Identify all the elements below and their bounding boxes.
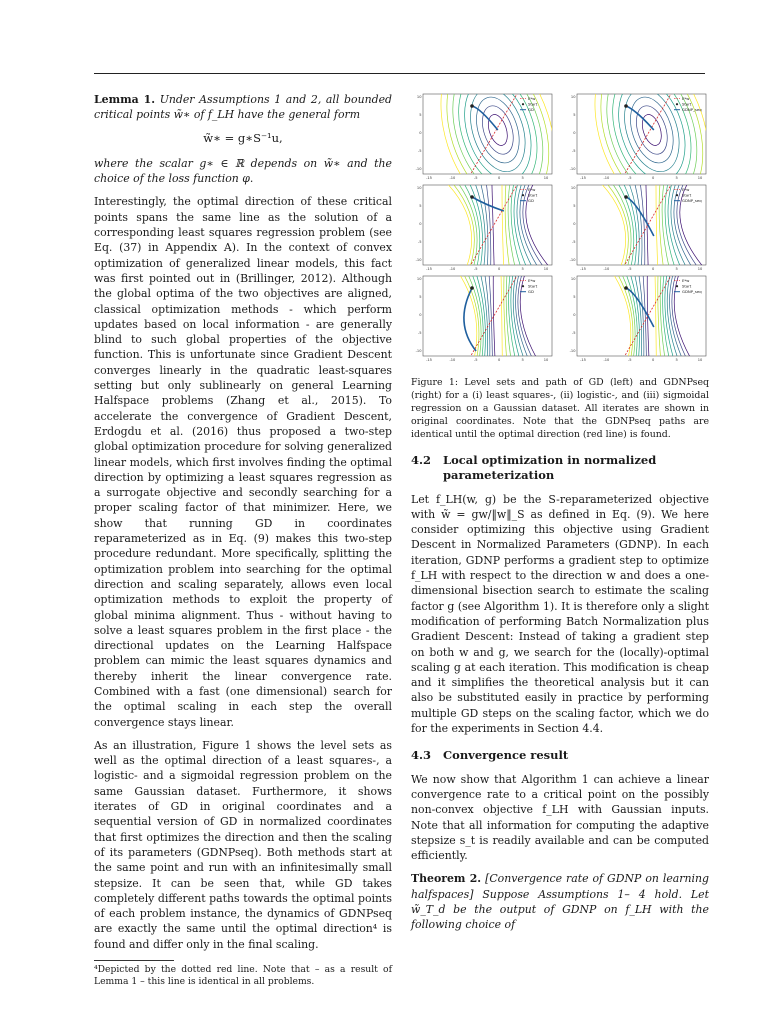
x-tick-label: 10 [543,267,549,271]
plot-panel [570,271,706,362]
x-tick-label: -15 [580,176,586,180]
y-tick-label: 10 [570,277,576,281]
x-tick-label: -15 [426,176,432,180]
x-tick-label: -5 [474,176,478,180]
x-tick-label: -15 [580,267,586,271]
y-tick-label: 0 [573,222,576,226]
plot-panel [416,180,552,271]
legend-label: GDNP_seq [682,198,702,203]
right-column [411,92,709,941]
figure-caption: Figure 1: Level sets and path of GD (left) and GDNPseq (right) for a (i) least squares-, (ii) logistic-, and (iii) sigmoidal regression on a Gaussian dataset. All iterates are shown in original coordinates. Note that the GDNPseq paths are identical until the optimal direction (red line) is found. [411,377,709,440]
y-tick-label: -10 [415,258,422,262]
legend-swatch [676,194,678,196]
x-tick-label: -10 [449,267,456,271]
y-tick-label: 10 [416,95,422,99]
start-point [470,195,474,199]
plot-panel [570,180,706,271]
footnote: ⁴Depicted by the dotted red line. Note that – as a result of Lemma 1 – this line is identical in all problems. [94,964,392,988]
legend-swatch [676,103,678,105]
y-tick-label: 5 [573,113,576,117]
legend-swatch [522,103,524,105]
figure-1 [411,92,709,364]
y-tick-label: 10 [570,186,576,190]
legend-swatch [522,285,524,287]
legend-label: E*w [682,187,690,192]
legend-label: Start [682,283,692,289]
y-tick-label: -10 [569,167,576,171]
x-tick-label: 5 [521,267,524,271]
y-tick-label: -10 [415,167,422,171]
y-tick-label: -5 [571,149,576,153]
x-tick-label: -5 [474,358,478,362]
top-rule [94,73,705,74]
legend-label: E*w [682,278,690,283]
x-tick-label: -5 [628,176,632,180]
y-tick-label: 5 [419,295,422,299]
section-title: Convergence result [443,748,569,763]
legend-label: GD [528,107,534,112]
section-title: Local optimization in normalized parameterization [443,453,657,483]
x-tick-label: 10 [543,176,549,180]
start-point [624,195,628,199]
footnote-rule [94,960,174,961]
x-tick-label: 10 [697,176,703,180]
x-tick-label: 10 [543,358,549,362]
legend-label: Start [528,192,538,198]
section-4-3-heading [411,748,709,763]
legend-swatch [676,285,678,287]
theorem-label: Theorem 2. [411,872,482,886]
figure-1-plots [411,92,709,364]
y-tick-label: 10 [570,95,576,99]
x-tick-label: 5 [521,176,524,180]
y-tick-label: -10 [569,258,576,262]
y-tick-label: 5 [573,204,576,208]
x-tick-label: -15 [426,267,432,271]
legend-label: E*w [682,96,690,101]
paragraph-critical-points: Interestingly, the optimal direction of these critical points spans the same line as the solution of a corresponding least squares regression problem (see Eq. (37) in Appendix A). In the context of convex optimization of generalized linear models, this fact was first pointed out in (Brillinger, 2012). Although the global optima of the two objectives are aligned, classical optimization methods - which perform updates based on local information - are generally blind to such global properties of the objective function. This is unfortunate since Gradient Descent converges linearly in the quadratic least-squares setting but only sublinearly on general Learning Halfspace problems (Zhang et al., 2015). To accelerate the convergence of Gradient Descent, Erdogdu et al. (2016) thus proposed a two-step global optimization procedure for solving generalized linear models, which first involves finding the optimal direction by optimizing a least squares regression as a surrogate objective and secondly searching for a proper scaling factor of that minimizer. Here, we show that running GD in coordinates reparameterized as in Eq. (9) makes this two-step procedure redundant. More specifically, splitting the optimization problem into searching for the optimal direction and scaling separately, allows even local optimization methods to exploit the property of global minima alignment. Thus - without having to solve a least squares problem in the first place - the directional updates on the Learning Halfspace problem can mimic the least squares dynamics and thereby inherit the linear convergence rate. Combined with a fast (one dimensional) search for the optimal scaling in each step the overall convergence stays linear. [94,195,392,729]
y-tick-label: -10 [569,349,576,353]
section-number: 4.3 [411,748,432,763]
legend-label: E*w [528,187,536,192]
legend-label: GDNP_seq [682,107,702,112]
lemma-label: Lemma 1. [94,93,156,106]
x-tick-label: -10 [449,358,456,362]
theorem-text: [Convergence rate of GDNP on learning halfspaces] Suppose Assumptions 1– 4 hold. Let w̃_T_d be the output of GDNP on f_LH with the following choice of [411,872,709,932]
x-tick-label: -5 [474,267,478,271]
y-tick-label: -5 [571,240,576,244]
y-tick-label: 5 [573,295,576,299]
left-column [94,92,392,988]
x-tick-label: 5 [675,267,678,271]
plot-panel [416,271,552,362]
y-tick-label: 0 [573,313,576,317]
x-tick-label: -10 [449,176,456,180]
section-4-2-body: Let f_LH(w, g) be the S-reparameterized objective with w̃ = gw/‖w‖_S as defined in Eq. (9). We here consider optimizing this objective using Gradient Descent in Normalized Parameters (GDNP). In each iteration, GDNP performs a gradient step to optimize f_LH with respect to the direction w and does a one-dimensional bisection search to estimate the scaling factor g (see Algorithm 1). It is therefore only a slight modification of performing Batch Normalization plus Gradient Descent: Instead of taking a gradient step on both w and g, we search for the (locally)-optimal scaling g at each iteration. This modification is cheap and it simplifies the theoretical analysis but it can also be substituted easily in practice by performing multiple GD steps on the scaling factor, which we do for the experiments in Section 4.4. [411,492,709,736]
section-4-2-heading [411,453,709,484]
x-tick-label: 5 [521,358,524,362]
lemma-statement [94,92,392,123]
y-tick-label: -5 [417,331,422,335]
x-tick-label: -10 [603,358,610,362]
theorem-statement [411,871,709,932]
x-tick-label: 0 [498,176,501,180]
legend-label: E*w [528,278,536,283]
lemma-after: where the scalar g∗ ∈ ℝ depends on w̃∗ and the choice of the loss function φ. [94,156,392,186]
section-4-3-body: We now show that Algorithm 1 can achieve a linear convergence rate to a critical point on the possibly non-convex objective f_LH with Gaussian inputs. Note that all information for computing the adaptive stepsize s_t is readily available and can be computed efficiently. [411,772,709,863]
lemma-text: Under Assumptions 1 and 2, all bounded critical points w̃∗ of f_LH have the general form [94,93,392,122]
start-point [470,286,474,290]
start-point [624,104,628,108]
x-tick-label: -10 [603,267,610,271]
x-tick-label: 0 [652,358,655,362]
legend-label: Start [528,283,538,289]
legend-swatch [522,194,524,196]
y-tick-label: -10 [415,349,422,353]
legend-label: Start [528,101,538,107]
y-tick-label: 10 [416,186,422,190]
paragraph-illustration: As an illustration, Figure 1 shows the level sets as well as the optimal direction of a least squares-, a logistic- and a sigmoidal regression problem on the same Gaussian dataset. Furthermore, it shows iterates of GD in original coordinates and a sequential version of GD in normalized coordinates that first optimizes the direction and then the scaling of its parameters (GDNPseq). Both methods start at the same point and run with an infinitesimally small stepsize. It can be seen that, while GD takes completely different paths towards the optimal points of each problem instance, the dynamics of GDNPseq are exactly the same until the optimal direction⁴ is found and differ only in the final scaling. [94,738,392,951]
x-tick-label: -5 [628,358,632,362]
y-tick-label: 10 [416,277,422,281]
y-tick-label: 0 [419,222,422,226]
x-tick-label: 0 [652,267,655,271]
y-tick-label: 5 [419,204,422,208]
legend-label: GDNP_seq [682,289,702,294]
x-tick-label: 5 [675,358,678,362]
x-tick-label: -10 [603,176,610,180]
y-tick-label: 0 [419,313,422,317]
y-tick-label: 0 [419,131,422,135]
start-point [624,286,628,290]
y-tick-label: -5 [417,149,422,153]
x-tick-label: -15 [426,358,432,362]
x-tick-label: 10 [697,358,703,362]
y-tick-label: -5 [417,240,422,244]
legend-label: GD [528,289,534,294]
section-number: 4.2 [411,453,432,467]
legend-label: E*w [528,96,536,101]
x-tick-label: -15 [580,358,586,362]
x-tick-label: 10 [697,267,703,271]
x-tick-label: 0 [498,267,501,271]
y-tick-label: 0 [573,131,576,135]
lemma-equation: w̃∗ = g∗S⁻¹u, [203,130,283,145]
start-point [470,104,474,108]
x-tick-label: -5 [628,267,632,271]
y-tick-label: 5 [419,113,422,117]
x-tick-label: 0 [498,358,501,362]
legend-label: Start [682,101,692,107]
y-tick-label: -5 [571,331,576,335]
legend-label: GD [528,198,534,203]
x-tick-label: 5 [675,176,678,180]
legend-label: Start [682,192,692,198]
x-tick-label: 0 [652,176,655,180]
